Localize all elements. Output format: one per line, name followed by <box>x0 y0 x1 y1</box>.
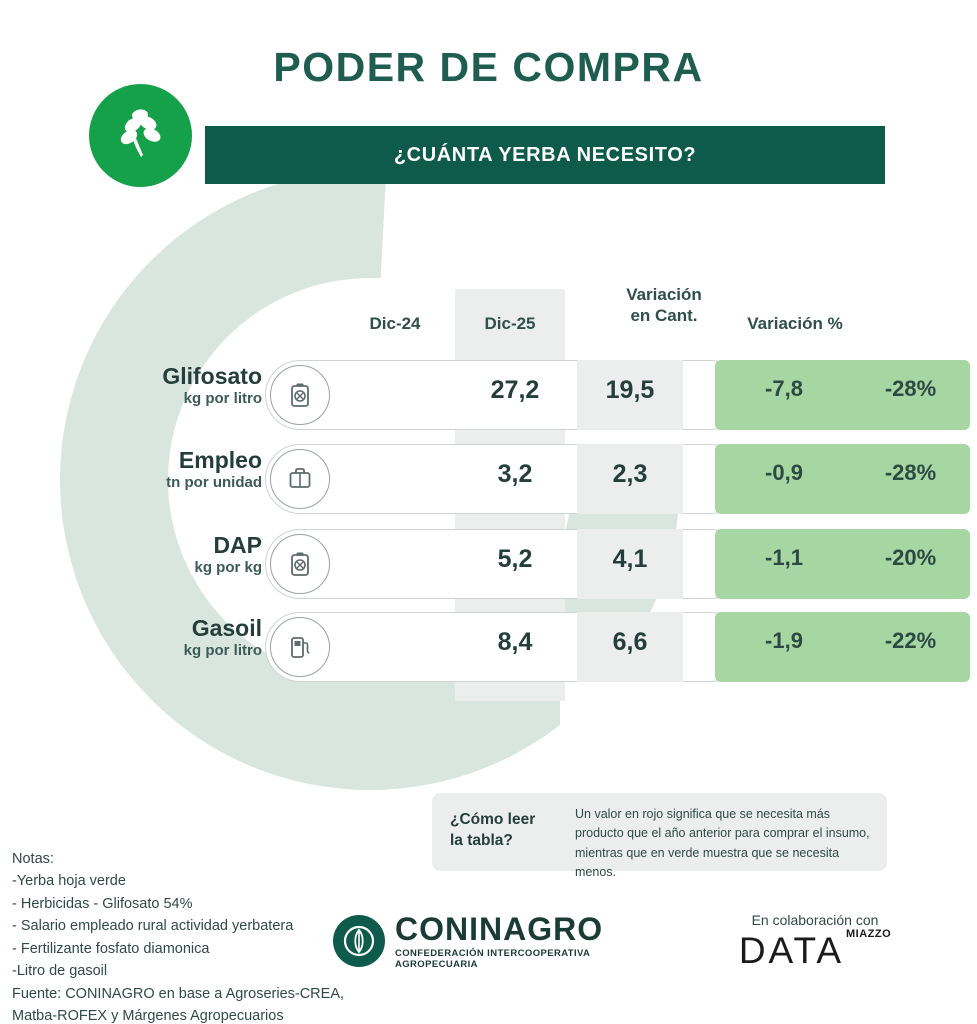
notes-item: - Fertilizante fosfato diamonica <box>12 940 210 957</box>
cell-dic24: 5,2 <box>497 545 533 573</box>
cell-dic25: 19,5 <box>605 376 655 404</box>
row-name: Glifosato <box>162 363 262 389</box>
coninagro-mark-icon <box>333 915 385 967</box>
howto-title-line1: ¿Cómo leer <box>450 811 536 828</box>
column-header-dic25: Dic-25 <box>484 314 536 333</box>
howto-title <box>450 810 570 852</box>
cell-variacion-cantidad: -7,8 <box>765 376 803 401</box>
cell-dic25: 6,6 <box>612 628 648 656</box>
yerba-leaves-icon <box>83 78 198 193</box>
notes-item: - Herbicidas - Glifosato 54% <box>12 895 193 912</box>
table-row <box>120 615 937 678</box>
howto-title-line2: la tabla? <box>450 831 513 849</box>
notes-item: -Litro de gasoil <box>12 963 108 980</box>
fertilizer-drum-icon <box>270 534 330 594</box>
row-label <box>120 616 262 659</box>
row-label <box>120 448 262 491</box>
row-unit: tn por unidad <box>166 474 262 492</box>
row-label <box>120 533 262 576</box>
coninagro-name: CONINAGRO <box>395 910 604 947</box>
data-miazzo-sub: MIAZZO <box>846 928 892 940</box>
row-unit: kg por litro <box>183 390 262 408</box>
column-header-variacion-cantidad-line2: en Cant. <box>630 306 698 326</box>
cell-dic24: 27,2 <box>490 376 540 404</box>
cell-variacion-porcentaje: -22% <box>884 628 937 653</box>
cell-dic25: 2,3 <box>612 460 648 488</box>
source-line-1: Fuente: CONINAGRO en base a Agroseries-CREA, <box>12 985 345 1002</box>
howto-text: Un valor en rojo significa que se necesita más producto que el año anterior para comprar el insumo, mientras que en verde muestra que se necesita menos. <box>575 807 870 880</box>
column-header-variacion-porcentaje: Variación % <box>747 314 843 333</box>
collab-lead-text: En colaboración con <box>751 912 879 928</box>
column-header-variacion-cantidad-line1: Variación <box>626 285 702 304</box>
subtitle-bar <box>205 126 885 184</box>
notes-heading: Notas: <box>12 851 54 867</box>
table-row <box>120 363 937 426</box>
table-row <box>120 447 937 510</box>
coninagro-text <box>395 910 663 970</box>
source-line-2: Matba-ROFEX y Márgenes Agropecuarios <box>12 1008 284 1024</box>
notes-item: -Yerba hoja verde <box>12 873 126 890</box>
coninagro-logo <box>333 912 663 970</box>
notes-item: - Salario empleado rural actividad yerbatera <box>12 918 294 935</box>
background-c-notch <box>560 665 680 795</box>
cell-variacion-porcentaje: -20% <box>884 545 937 570</box>
row-name: Gasoil <box>191 615 262 641</box>
data-miazzo-logo: DATA <box>738 930 844 971</box>
row-unit: kg por litro <box>183 642 262 660</box>
row-label <box>120 364 262 407</box>
coninagro-tagline: CONFEDERACIÓN INTERCOOPERATIVA AGROPECUARIA <box>395 947 590 970</box>
briefcase-icon <box>270 449 330 509</box>
page-title: PODER DE COMPRA <box>273 44 704 90</box>
row-name: DAP <box>213 532 262 558</box>
cell-variacion-porcentaje: -28% <box>884 460 937 485</box>
cell-variacion-cantidad: -1,9 <box>765 628 803 653</box>
cell-variacion-porcentaje: -28% <box>884 376 937 401</box>
cell-variacion-cantidad: -1,1 <box>765 545 803 570</box>
cell-dic24: 3,2 <box>497 460 533 488</box>
row-name: Empleo <box>178 447 262 473</box>
fuel-pump-icon <box>270 617 330 677</box>
cell-dic24: 8,4 <box>497 628 533 656</box>
cell-dic25: 4,1 <box>612 545 648 573</box>
herbicide-drum-icon <box>270 365 330 425</box>
column-header-variacion-cantidad <box>600 284 728 327</box>
row-unit: kg por kg <box>194 559 262 577</box>
table-row <box>120 532 937 595</box>
collaboration-block <box>700 912 930 972</box>
column-header-dic24: Dic-24 <box>369 314 421 333</box>
cell-variacion-cantidad: -0,9 <box>765 460 803 485</box>
subtitle-text: ¿CUÁNTA YERBA NECESITO? <box>393 143 697 166</box>
